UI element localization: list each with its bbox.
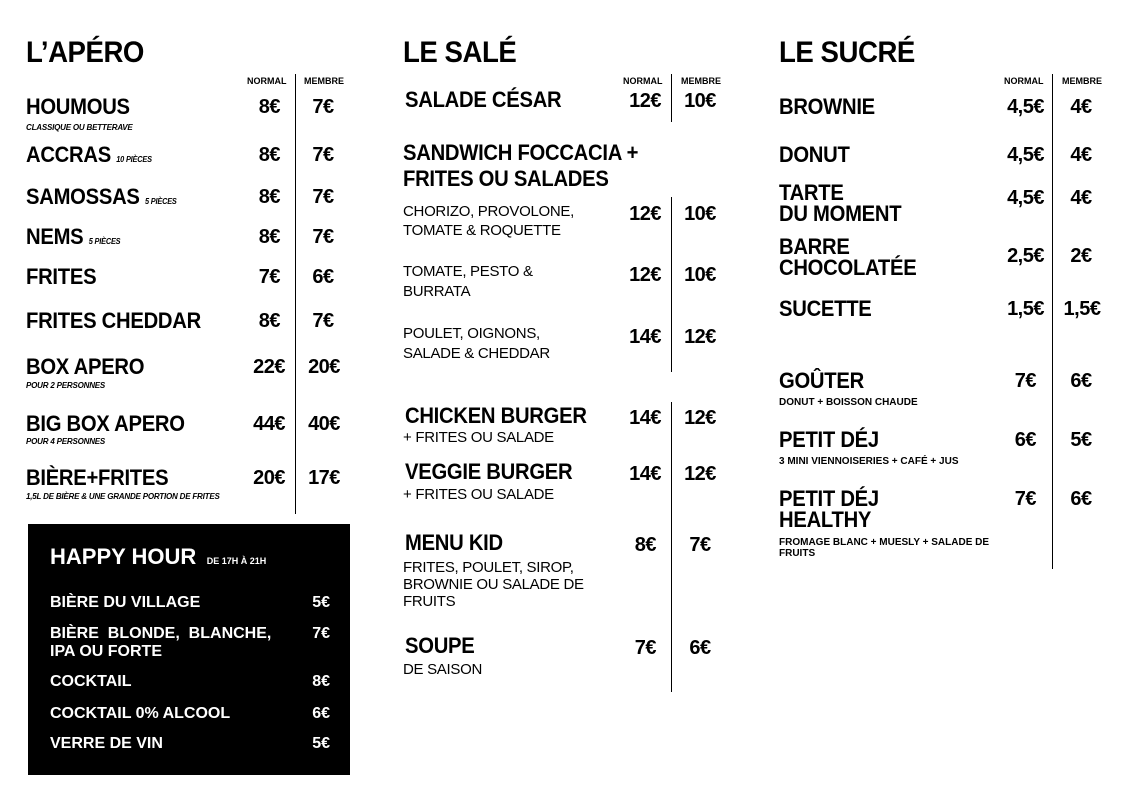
sandwich-title-cont: FRITES OU SALADES: [403, 166, 609, 191]
happy-item-name-cont: IPA OU FORTE: [50, 643, 162, 660]
sandwich-title: SANDWICH FOCCACIA +: [403, 140, 639, 165]
sandwich-option-cont: TOMATE & ROQUETTE: [403, 222, 561, 239]
menu-item-inline-note: 5 PIÈCES: [88, 237, 121, 246]
menu-item-tarte-cont: DU MOMENT: [779, 201, 902, 226]
menu-item-desc: DE SAISON: [403, 661, 482, 678]
price-membre: 2€: [1070, 245, 1092, 267]
happy-item-price: 7€: [312, 625, 330, 642]
sale-divider: [671, 74, 672, 122]
sandwich-option-cont: SALADE & CHEDDAR: [403, 345, 550, 362]
menu-item-big-box-apero: BIG BOX APERO: [26, 411, 185, 436]
happy-item-price: 5€: [312, 594, 330, 611]
price-normal: 4,5€: [1007, 187, 1044, 209]
price-normal: 12€: [629, 264, 661, 286]
price-normal: 44€: [253, 413, 285, 435]
menu-item-frites-cheddar: FRITES CHEDDAR: [26, 308, 201, 333]
price-normal: 14€: [629, 326, 661, 348]
menu-item-barre-cont: CHOCOLATÉE: [779, 255, 917, 280]
price-normal: 12€: [629, 203, 661, 225]
menu-item-desc-cont: FRUITS: [403, 593, 456, 610]
price-normal: 22€: [253, 356, 285, 378]
happy-item-price: 5€: [312, 735, 330, 752]
menu-item-desc: + FRITES OU SALADE: [403, 486, 554, 503]
sandwich-option: TOMATE, PESTO &: [403, 263, 533, 280]
price-membre: 4€: [1070, 187, 1092, 209]
price-normal: 8€: [258, 144, 280, 166]
price-normal: 7€: [634, 637, 656, 659]
price-membre: 10€: [684, 203, 716, 225]
menu-item-petit-dej-healthy: PETIT DÉJ: [779, 486, 879, 511]
price-membre: 6€: [312, 266, 334, 288]
menu-item-desc: + FRITES OU SALADE: [403, 429, 554, 446]
price-membre: 7€: [312, 226, 334, 248]
price-membre: 10€: [684, 264, 716, 286]
apero-col-normal: NORMAL: [247, 76, 287, 86]
menu-item-inline-note: 5 PIÈCES: [144, 197, 177, 206]
price-normal: 12€: [629, 90, 661, 112]
happy-hour-title: HAPPY HOUR DE 17H À 21H: [50, 544, 267, 569]
price-membre: 17€: [308, 467, 340, 489]
menu-item-box-apero: BOX APERO: [26, 354, 145, 379]
price-normal: 4,5€: [1007, 96, 1044, 118]
price-normal: 14€: [629, 463, 661, 485]
menu-item-desc: FRITES, POULET, SIROP,: [403, 559, 574, 576]
price-membre: 12€: [684, 326, 716, 348]
price-membre: 7€: [689, 534, 711, 556]
menu-item-veggie-burger: VEGGIE BURGER: [405, 459, 573, 484]
happy-item-price: 8€: [312, 673, 330, 690]
price-membre: 7€: [312, 96, 334, 118]
price-membre: 12€: [684, 463, 716, 485]
menu-item-desc: FROMAGE BLANC + MUESLY + SALADE DE FRUITS: [779, 537, 990, 559]
menu-item-biere-frites: BIÈRE+FRITES: [26, 465, 169, 490]
menu-item-accras: ACCRAS 10 PIÈCES: [26, 142, 152, 167]
happy-item-name: BIÈRE DU VILLAGE: [50, 594, 201, 611]
sale-col-membre: MEMBRE: [681, 76, 721, 86]
price-membre: 6€: [1070, 488, 1092, 510]
price-membre: 10€: [684, 90, 716, 112]
price-membre: 12€: [684, 407, 716, 429]
price-normal: 8€: [258, 310, 280, 332]
price-normal: 7€: [1014, 370, 1036, 392]
sale-divider: [671, 402, 672, 692]
menu-item-frites: FRITES: [26, 264, 97, 289]
price-normal: 20€: [253, 467, 285, 489]
price-normal: 8€: [258, 186, 280, 208]
menu-item-soupe: SOUPE: [405, 633, 475, 658]
menu-item-tarte: TARTE: [779, 180, 844, 205]
happy-item-name: COCKTAIL 0% ALCOOL: [50, 705, 231, 722]
price-membre: 4€: [1070, 144, 1092, 166]
price-normal: 4,5€: [1007, 144, 1044, 166]
menu-item-desc-cont: BROWNIE OU SALADE DE: [403, 576, 584, 593]
menu-item-note: POUR 2 PERSONNES: [26, 381, 106, 390]
menu-item-samossas: SAMOSSAS 5 PIÈCES: [26, 184, 177, 209]
price-membre: 7€: [312, 144, 334, 166]
sale-col-normal: NORMAL: [623, 76, 663, 86]
menu-item-note: CLASSIQUE OU BETTERAVE: [26, 123, 133, 132]
happy-hour-subtitle: DE 17H À 21H: [206, 556, 267, 566]
price-membre: 6€: [689, 637, 711, 659]
menu-item-desc: DONUT + BOISSON CHAUDE: [779, 397, 918, 408]
price-normal: 8€: [258, 226, 280, 248]
sucre-divider: [1052, 74, 1053, 569]
apero-divider: [295, 74, 296, 514]
happy-item-price: 6€: [312, 705, 330, 722]
sucre-col-normal: NORMAL: [1004, 76, 1044, 86]
price-membre: 1,5€: [1063, 298, 1101, 320]
menu-item-salade-cesar: SALADE CÉSAR: [405, 87, 562, 112]
price-normal: 14€: [629, 407, 661, 429]
sale-title: LE SALÉ: [403, 36, 517, 69]
sandwich-option: CHORIZO, PROVOLONE,: [403, 203, 574, 220]
happy-hour-box: [28, 524, 350, 775]
menu-item-chicken-burger: CHICKEN BURGER: [405, 403, 587, 428]
price-normal: 6€: [1014, 429, 1036, 451]
menu-item-desc: 3 MINI VIENNOISERIES + CAFÉ + JUS: [779, 456, 959, 467]
menu-item-brownie: BROWNIE: [779, 94, 875, 119]
menu-item-inline-note: 10 PIÈCES: [116, 155, 152, 164]
menu-item-sucette: SUCETTE: [779, 296, 872, 321]
price-membre: 7€: [312, 310, 334, 332]
price-membre: 4€: [1070, 96, 1092, 118]
menu-item-menu-kid: MENU KID: [405, 530, 503, 555]
menu-item-note: POUR 4 PERSONNES: [26, 437, 106, 446]
price-membre: 7€: [312, 186, 334, 208]
price-normal: 8€: [634, 534, 656, 556]
menu-item-barre: BARRE: [779, 234, 850, 259]
sandwich-option: POULET, OIGNONS,: [403, 325, 540, 342]
price-normal: 8€: [258, 96, 280, 118]
menu-item-donut: DONUT: [779, 142, 850, 167]
price-membre: 40€: [308, 413, 340, 435]
happy-item-name: BIÈRE BLONDE, BLANCHE,: [50, 625, 272, 642]
apero-col-membre: MEMBRE: [304, 76, 344, 86]
sucre-col-membre: MEMBRE: [1062, 76, 1102, 86]
sale-divider: [671, 197, 672, 372]
happy-item-name: COCKTAIL: [50, 673, 132, 690]
menu-item-gouter: GOÛTER: [779, 368, 864, 393]
price-normal: 7€: [1014, 488, 1036, 510]
price-membre: 5€: [1070, 429, 1092, 451]
apero-title: L’APÉRO: [26, 36, 144, 69]
price-normal: 7€: [258, 266, 280, 288]
menu-item-note: 1,5L DE BIÈRE & UNE GRANDE PORTION DE FRITES: [26, 492, 220, 501]
menu-item-houmous: HOUMOUS: [26, 94, 130, 119]
happy-item-name: VERRE DE VIN: [50, 735, 163, 752]
price-membre: 6€: [1070, 370, 1092, 392]
menu-item-petit-dej-healthy-cont: HEALTHY: [779, 507, 872, 532]
price-normal: 2,5€: [1007, 245, 1044, 267]
menu-item-nems: NEMS 5 PIÈCES: [26, 224, 121, 249]
price-membre: 20€: [308, 356, 340, 378]
menu-item-petit-dej: PETIT DÉJ: [779, 427, 879, 452]
sucre-title: LE SUCRÉ: [779, 36, 915, 69]
price-normal: 1,5€: [1007, 298, 1044, 320]
sandwich-option-cont: BURRATA: [403, 283, 471, 300]
